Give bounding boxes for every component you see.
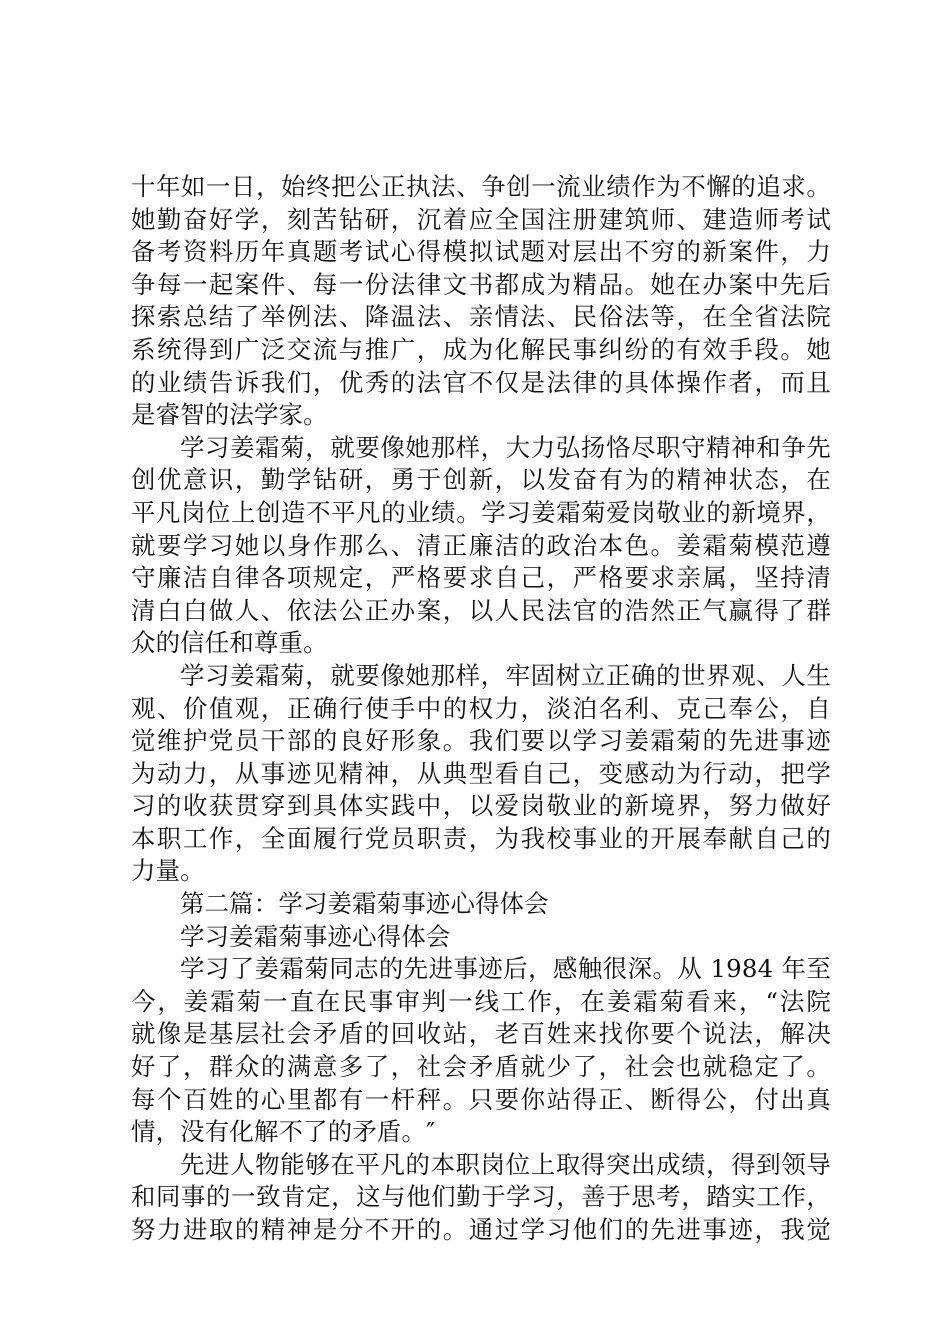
text-line: 第二篇：学习姜霜菊事迹心得体会 bbox=[180, 889, 549, 919]
text-line: 守廉洁自律各项规定，严格要求自己，严格要求亲属，坚持清 bbox=[131, 563, 831, 593]
text-line: 习的收获贯穿到具体实践中，以爱岗敬业的新境界，努力做好 bbox=[131, 791, 831, 821]
text-line: 平凡岗位上创造不平凡的业绩。学习姜霜菊爱岗敬业的新境界， bbox=[131, 497, 831, 527]
text-line: 力量。 bbox=[131, 856, 205, 886]
text-line: 学习姜霜菊事迹心得体会 bbox=[180, 921, 451, 951]
text-line: 努力进取的精神是分不开的。通过学习他们的先进事迹，我觉 bbox=[131, 1215, 831, 1244]
text-line: 先进人物能够在平凡的本职岗位上取得突出成绩，得到领导 bbox=[180, 1149, 831, 1179]
text-line: 和同事的一致肯定，这与他们勤于学习，善于思考，踏实工作， bbox=[131, 1182, 831, 1212]
text-line: 清白白做人、依法公正办案，以人民法官的浩然正气赢得了群 bbox=[131, 595, 831, 625]
text-line: 探索总结了举例法、降温法、亲情法、民俗法等，在全省法院 bbox=[131, 302, 831, 332]
text-line: 备考资料历年真题考试心得模拟试题对层出不穷的新案件，力 bbox=[131, 237, 831, 267]
text-line: 好了，群众的满意多了，社会矛盾就少了，社会也就稳定了。 bbox=[131, 1052, 831, 1082]
text-line: 创优意识，勤学钻研，勇于创新，以发奋有为的精神状态，在 bbox=[131, 465, 831, 495]
text-line: 她勤奋好学，刻苦钻研，沉着应全国注册建筑师、建造师考试 bbox=[131, 204, 831, 234]
text-line: 系统得到广泛交流与推广，成为化解民事纠纷的有效手段。她 bbox=[131, 334, 831, 364]
text-line: 觉维护党员干部的良好形象。我们要以学习姜霜菊的先进事迹 bbox=[131, 726, 831, 756]
text-line: 十年如一日，始终把公正执法、争创一流业绩作为不懈的追求。 bbox=[131, 172, 831, 201]
text-line: 是睿智的法学家。 bbox=[131, 400, 328, 430]
text-line: 本职工作，全面履行党员职责，为我校事业的开展奉献自己的 bbox=[131, 823, 831, 853]
text-line: 学习了姜霜菊同志的先进事迹后，感触很深。从 1984 年至 bbox=[180, 954, 831, 984]
text-line: 为动力，从事迹见精神，从典型看自己，变感动为行动，把学 bbox=[131, 758, 831, 788]
document-body bbox=[131, 171, 831, 1247]
text-line: 今，姜霜菊一直在民事审判一线工作，在姜霜菊看来，“法院 bbox=[131, 986, 831, 1016]
text-line: 就像是基层社会矛盾的回收站，老百姓来找你要个说法，解决 bbox=[131, 1019, 831, 1049]
text-line: 众的信任和尊重。 bbox=[131, 628, 328, 658]
text-line: 的业绩告诉我们，优秀的法官不仅是法律的具体操作者，而且 bbox=[131, 367, 831, 397]
text-line: 学习姜霜菊，就要像她那样，大力弘扬恪尽职守精神和争先 bbox=[180, 432, 831, 462]
text-line: 争每一起案件、每一份法律文书都成为精品。她在办案中先后 bbox=[131, 269, 831, 299]
text-line: 每个百姓的心里都有一杆秤。只要你站得正、断得公，付出真 bbox=[131, 1084, 831, 1114]
text-line: 就要学习她以身作那么、清正廉洁的政治本色。姜霜菊模范遵 bbox=[131, 530, 831, 560]
text-line: 观、价值观，正确行使手中的权力，淡泊名利、克己奉公，自 bbox=[131, 693, 831, 723]
text-line: 情，没有化解不了的矛盾。″ bbox=[131, 1117, 436, 1147]
text-line: 学习姜霜菊，就要像她那样，牢固树立正确的世界观、人生 bbox=[180, 660, 831, 690]
